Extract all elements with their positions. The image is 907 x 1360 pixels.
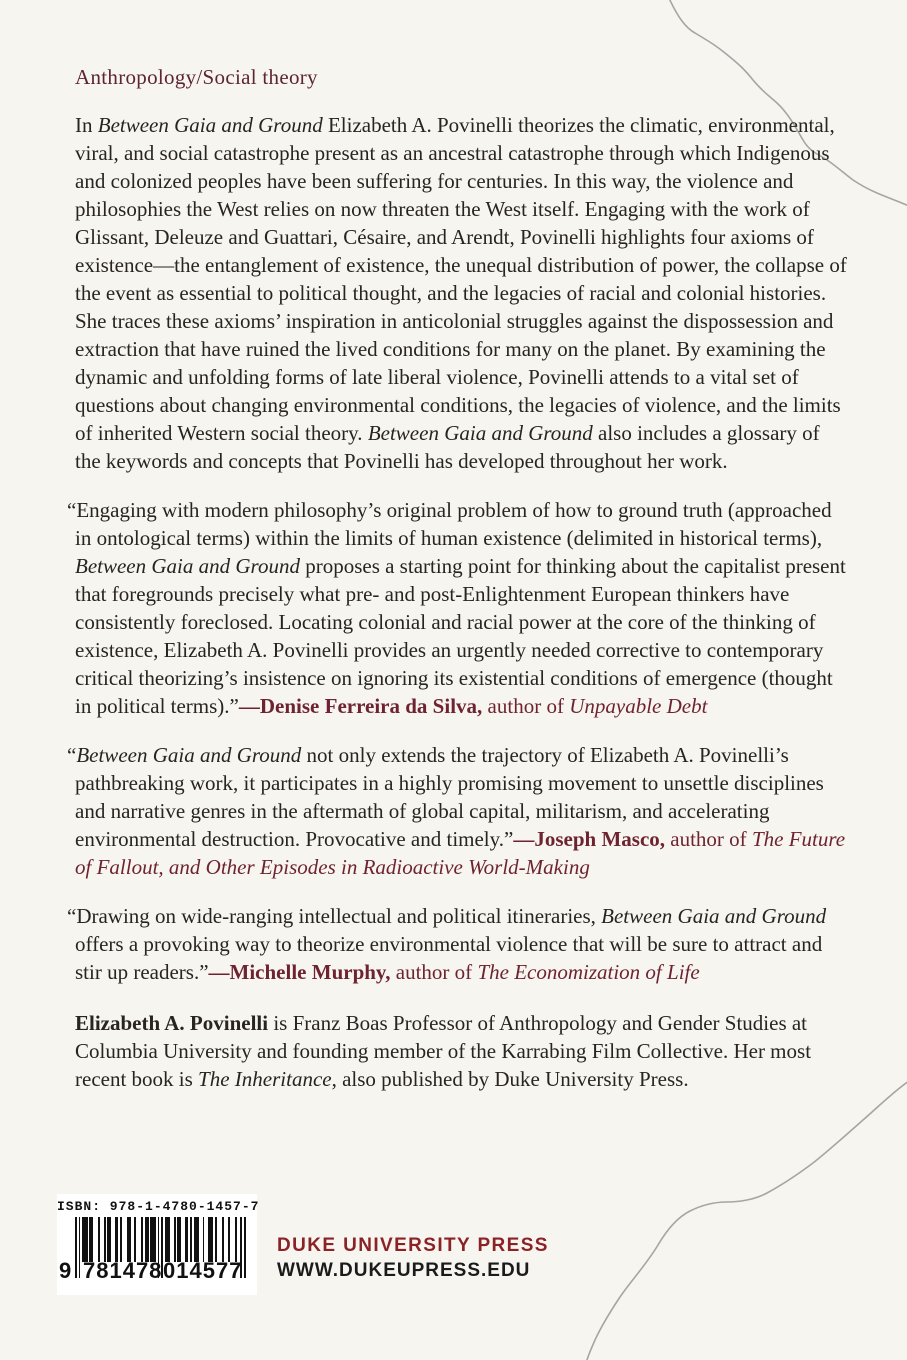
isbn-barcode <box>57 1194 260 1295</box>
blurb-michelle-murphy: “Drawing on wide-ranging intellectual and political itineraries, Between Gaia and Ground offers a provoking way to theorize environmental violence that will be sure to attract and stir up readers.”—Michelle Murphy, author of The Economization of Life <box>67 904 827 984</box>
barcode-digit-left: 9 <box>59 1258 72 1283</box>
barcode-digits-group1: 781478 <box>83 1258 163 1283</box>
blurb-denise-ferreira-da-silva: “Engaging with modern philosophy’s original problem of how to ground truth (approached in ontological terms) within the limits of human existence (delimited in historical terms), Between Gaia and Ground proposes a starting point for thinking about the capitalist present that foregrounds precisely what pre- and post-Enlightenment European thinkers have consistently foreclosed. Locating colonial and racial power at the core of the thinking of existence, Elizabeth A. Povinelli provides an urgently needed corrective to contemporary critical theorizing’s insistence on ignoring its existential conditions of emergence (thought in political terms).”—Denise Ferreira da Silva, author of Unpayable Debt <box>67 498 846 718</box>
publisher-name: DUKE UNIVERSITY PRESS <box>277 1235 549 1256</box>
publisher-website: WWW.DUKEUPRESS.EDU <box>277 1260 531 1281</box>
book-description: In Between Gaia and Ground Elizabeth A. Povinelli theorizes the climatic, environmental, viral, and social catastrophe present as an ancestral catastrophe through which Indigenous and colonized peoples have been suffering for centuries. In this way, the violence and philosophies the West relies on now threaten the West itself. Engaging with the work of Glissant, Deleuze and Guattari, Césaire, and Arendt, Povinelli highlights four axioms of existence—the entanglement of existence, the unequal distribution of power, the collapse of the event as essential to political thought, and the legacies of racial and colonial histories. She traces these axioms’ inspiration in anticolonial struggles against the dispossession and extraction that have ruined the lived conditions for many on the planet. By examining the dynamic and unfolding forms of late liberal violence, Povinelli attends to a vital set of questions about changing environmental conditions, the legacies of violence, and the limits of inherited Western social theory. Between Gaia and Ground also includes a glossary of the keywords and concepts that Povinelli has developed throughout her work. <box>75 113 847 473</box>
back-cover-text <box>67 0 847 1093</box>
author-bio: Elizabeth A. Povinelli is Franz Boas Professor of Anthropology and Gender Studies at Columbia University and founding member of the Karrabing Film Collective. Her most recent book is The Inheritance, also published by Duke University Press. <box>75 1011 812 1091</box>
bottom-right-contour-line <box>586 1081 907 1360</box>
barcode-digits <box>57 1256 257 1292</box>
blurb-joseph-masco: “Between Gaia and Ground not only extends the trajectory of Elizabeth A. Povinelli’s pathbreaking work, it participates in a highly promising movement to unsettle disciplines and narrative genres in the aftermath of global capital, militarism, and accelerating environmental destruction. Provocative and timely.”—Joseph Masco, author of The Future of Fallout, and Other Episodes in Radioactive World-Making <box>67 743 846 879</box>
barcode-digits-group2: 014577 <box>163 1258 243 1283</box>
isbn-label: ISBN: 978-1-4780-1457-7 <box>57 1199 260 1214</box>
publisher-block <box>277 1235 549 1282</box>
category-label: Anthropology/Social theory <box>75 65 318 89</box>
